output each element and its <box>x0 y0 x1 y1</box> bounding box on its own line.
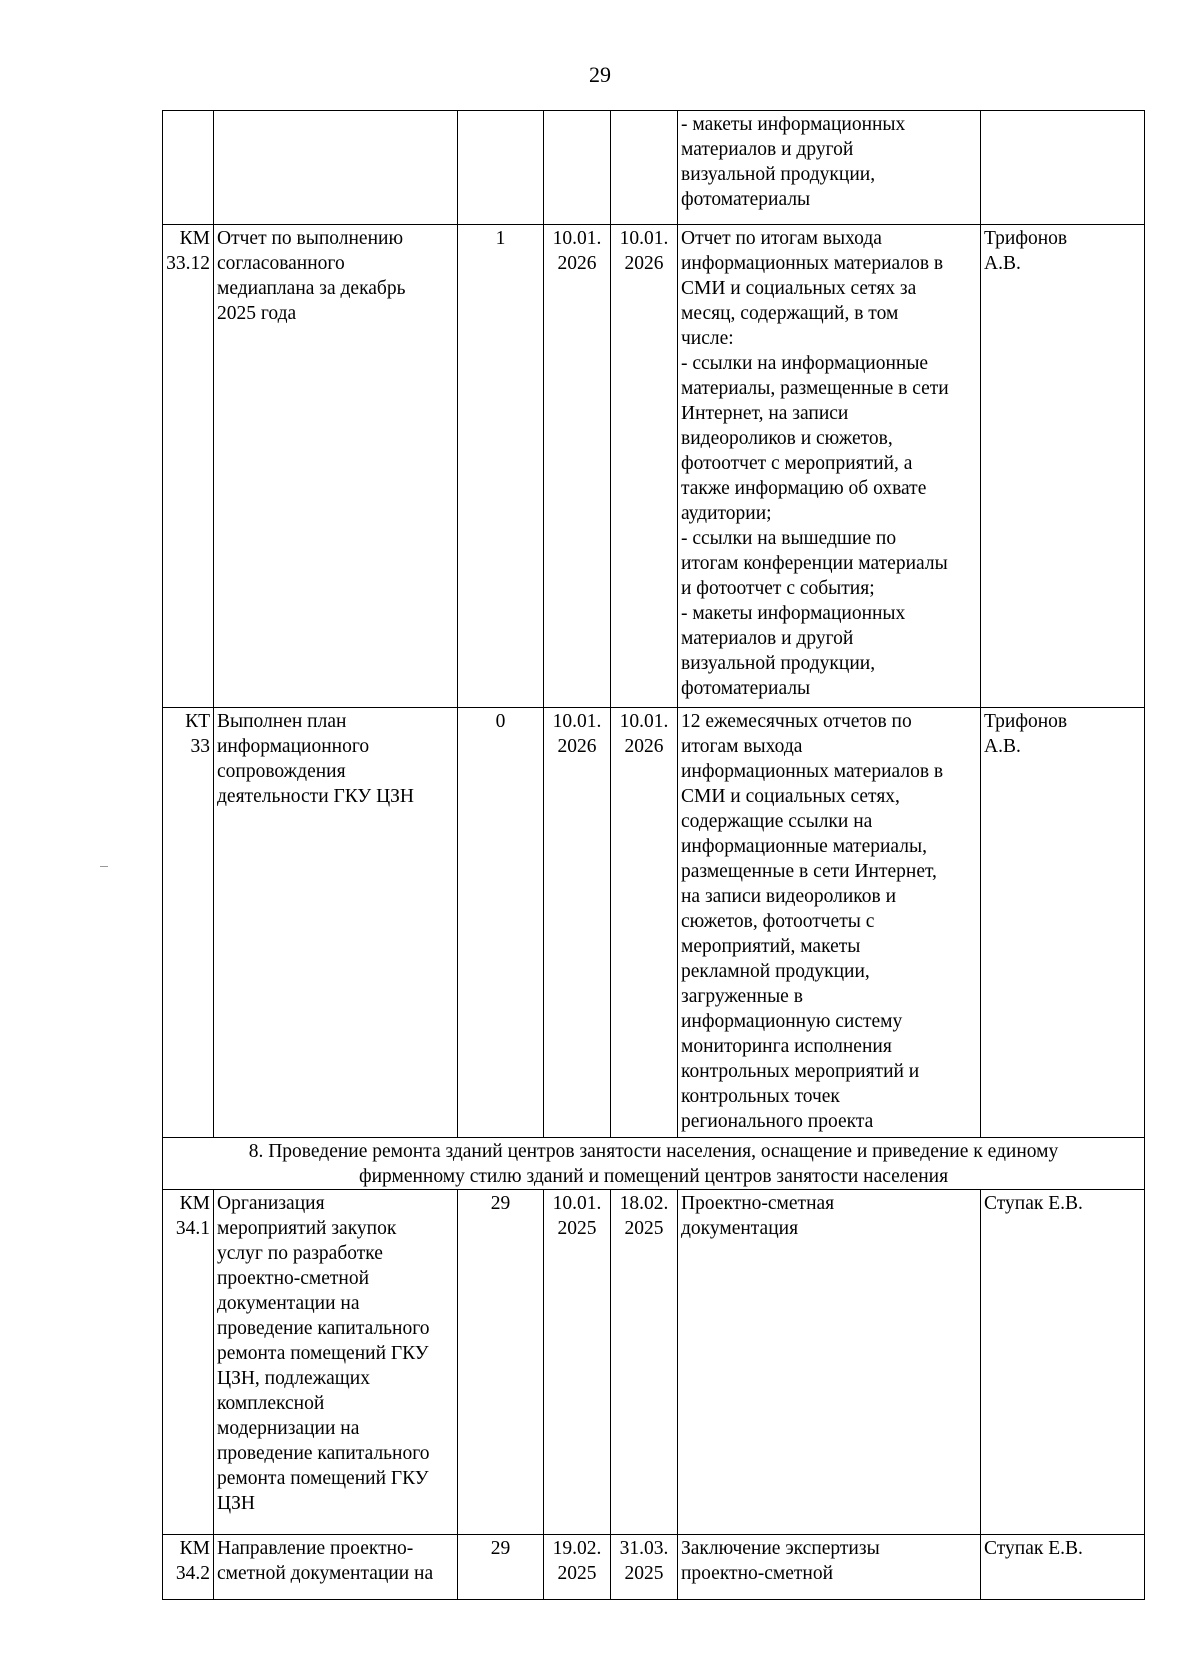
item-number: 29 <box>458 1535 544 1600</box>
item-code <box>163 111 214 225</box>
item-name-line: документации на <box>217 1293 360 1314</box>
responsible-person <box>981 1535 1145 1600</box>
item-name-line: Отчет по выполнению <box>217 228 404 249</box>
item-name-line: информационного <box>217 736 370 757</box>
item-result-line: - ссылки на информационные <box>681 353 929 374</box>
end-date-line: 2025 <box>624 1218 664 1239</box>
item-name <box>214 1190 458 1535</box>
item-result-line: размещенные в сети Интернет, <box>681 861 937 882</box>
end-date-line: 31.03. <box>619 1538 669 1559</box>
responsible-person-line: А.В. <box>984 736 1021 757</box>
end-date-line: 2026 <box>624 253 664 274</box>
item-name <box>214 708 458 1138</box>
item-result-line: мониторинга исполнения <box>681 1036 892 1057</box>
responsible-person <box>981 1190 1145 1535</box>
item-result-line: месяц, содержащий, в том <box>681 303 899 324</box>
end-date-line: 2026 <box>624 736 664 757</box>
item-result-line: информационных материалов в <box>681 761 944 782</box>
item-number <box>458 111 544 225</box>
item-result-line: проектно-сметной <box>681 1563 834 1584</box>
item-result-line: загруженные в <box>681 986 803 1007</box>
item-name-line: сопровождения <box>217 761 346 782</box>
item-result-line: фотоотчет с мероприятий, а <box>681 453 913 474</box>
end-date-line: 2025 <box>624 1563 664 1584</box>
item-name-line: ремонта помещений ГКУ <box>217 1468 429 1489</box>
responsible-person <box>981 111 1145 225</box>
item-result-line: Отчет по итогам выхода <box>681 228 882 249</box>
end-date <box>611 708 678 1138</box>
item-result <box>678 1190 981 1535</box>
item-code-line: 34.2 <box>175 1563 210 1584</box>
responsible-person-line: Ступак Е.В. <box>984 1193 1083 1214</box>
item-result-line: информационных материалов в <box>681 253 944 274</box>
item-result-line: СМИ и социальных сетях, <box>681 786 900 807</box>
item-result-line: - макеты информационных <box>681 603 906 624</box>
item-name-line: сметной документации на <box>217 1563 434 1584</box>
item-code <box>163 708 214 1138</box>
table-row <box>163 1190 1145 1535</box>
start-date-line: 19.02. <box>552 1538 602 1559</box>
item-name <box>214 225 458 708</box>
item-result-line: контрольных точек <box>681 1086 840 1107</box>
item-result-line: содержащие ссылки на <box>681 811 873 832</box>
item-name-line: проведение капитального <box>217 1318 430 1339</box>
item-result-line: на записи видеороликов и <box>681 886 897 907</box>
item-result-line: сюжетов, фотоотчеты с <box>681 911 875 932</box>
item-code-line: КМ <box>179 228 210 249</box>
item-result-line: числе: <box>681 328 734 349</box>
responsible-person-line: А.В. <box>984 253 1021 274</box>
item-number: 0 <box>458 708 544 1138</box>
item-name-line: медиаплана за декабрь <box>217 278 406 299</box>
item-result-line: визуальной продукции, <box>681 653 876 674</box>
item-code-line: КМ <box>179 1193 210 1214</box>
item-result-line: материалов и другой <box>681 628 854 649</box>
item-name-line: ЦЗН <box>217 1493 255 1514</box>
item-code-line: КМ <box>179 1538 210 1559</box>
end-date <box>611 111 678 225</box>
start-date-line: 2025 <box>557 1218 597 1239</box>
start-date <box>544 708 611 1138</box>
section-title <box>163 1138 1145 1190</box>
table-row <box>163 225 1145 708</box>
item-result-line: - макеты информационных <box>681 114 906 135</box>
start-date <box>544 225 611 708</box>
item-result-line: визуальной продукции, <box>681 164 876 185</box>
item-name-line: Организация <box>217 1193 325 1214</box>
start-date <box>544 111 611 225</box>
item-result-line: фотоматериалы <box>681 189 811 210</box>
item-name-line: Выполнен план <box>217 711 347 732</box>
item-code-line: КТ <box>185 711 210 732</box>
item-result-line: контрольных мероприятий и <box>681 1061 920 1082</box>
item-result <box>678 1535 981 1600</box>
item-code-line: 34.1 <box>175 1218 210 1239</box>
item-code-line: 33.12 <box>166 253 210 274</box>
item-result-line: итогам выхода <box>681 736 803 757</box>
table-row <box>163 1535 1145 1600</box>
item-name-line: 2025 года <box>217 303 297 324</box>
start-date <box>544 1535 611 1600</box>
end-date-line: 10.01. <box>619 228 669 249</box>
item-result <box>678 111 981 225</box>
start-date-line: 2026 <box>557 736 597 757</box>
item-result-line: также информацию об охвате <box>681 478 927 499</box>
item-result-line: рекламной продукции, <box>681 961 870 982</box>
stray-mark <box>100 866 108 867</box>
item-result-line: Проектно-сметная <box>681 1193 835 1214</box>
item-result-line: фотоматериалы <box>681 678 811 699</box>
item-result-line: мероприятий, макеты <box>681 936 861 957</box>
item-result-line: СМИ и социальных сетях за <box>681 278 917 299</box>
item-code <box>163 1190 214 1535</box>
item-name-line: проектно-сметной <box>217 1268 370 1289</box>
item-result <box>678 225 981 708</box>
section-title-line: фирменному стилю зданий и помещений центров занятости населения <box>358 1166 949 1187</box>
item-result-line: Заключение экспертизы <box>681 1538 880 1559</box>
end-date <box>611 1535 678 1600</box>
end-date-line: 18.02. <box>619 1193 669 1214</box>
start-date-line: 2025 <box>557 1563 597 1584</box>
start-date <box>544 1190 611 1535</box>
responsible-person-line: Ступак Е.В. <box>984 1538 1083 1559</box>
item-name <box>214 1535 458 1600</box>
table-row <box>163 111 1145 225</box>
item-name-line: деятельности ГКУ ЦЗН <box>217 786 415 807</box>
item-result-line: информационные материалы, <box>681 836 927 857</box>
end-date <box>611 1190 678 1535</box>
responsible-person <box>981 708 1145 1138</box>
table-row <box>163 708 1145 1138</box>
item-number: 1 <box>458 225 544 708</box>
responsible-person-line: Трифонов <box>984 228 1068 249</box>
item-name-line: ремонта помещений ГКУ <box>217 1343 429 1364</box>
start-date-line: 10.01. <box>552 228 602 249</box>
item-result-line: итогам конференции материалы <box>681 553 948 574</box>
item-result-line: материалы, размещенные в сети <box>681 378 949 399</box>
item-name-line: услуг по разработке <box>217 1243 383 1264</box>
item-name-line: мероприятий закупок <box>217 1218 397 1239</box>
item-result-line: 12 ежемесячных отчетов по <box>681 711 912 732</box>
item-code <box>163 1535 214 1600</box>
item-name-line: Направление проектно- <box>217 1538 414 1559</box>
page-number: 29 <box>589 62 611 87</box>
section-title-line: 8. Проведение ремонта зданий центров занятости населения, оснащение и приведение к единому <box>248 1141 1059 1162</box>
item-result-line: и фотоотчет с события; <box>681 578 875 599</box>
item-result-line: регионального проекта <box>681 1111 874 1132</box>
item-name-line: модернизации на <box>217 1418 360 1439</box>
item-name-line: проведение капитального <box>217 1443 430 1464</box>
section-row <box>163 1138 1145 1190</box>
start-date-line: 10.01. <box>552 711 602 732</box>
start-date-line: 2026 <box>557 253 597 274</box>
item-result-line: информационную систему <box>681 1011 903 1032</box>
item-result-line: Интернет, на записи <box>681 403 849 424</box>
responsible-person <box>981 225 1145 708</box>
item-result-line: - ссылки на вышедшие по <box>681 528 897 549</box>
item-code-line: 33 <box>190 736 210 757</box>
item-result-line: материалов и другой <box>681 139 854 160</box>
item-number: 29 <box>458 1190 544 1535</box>
item-name-line: согласованного <box>217 253 345 274</box>
item-name-line: комплексной <box>217 1393 325 1414</box>
end-date-line: 10.01. <box>619 711 669 732</box>
item-result-line: видеороликов и сюжетов, <box>681 428 893 449</box>
item-result-line: аудитории; <box>681 503 772 524</box>
item-name-line: ЦЗН, подлежащих <box>217 1368 370 1389</box>
item-result <box>678 708 981 1138</box>
end-date <box>611 225 678 708</box>
item-name <box>214 111 458 225</box>
start-date-line: 10.01. <box>552 1193 602 1214</box>
item-code <box>163 225 214 708</box>
item-result-line: документация <box>681 1218 799 1239</box>
responsible-person-line: Трифонов <box>984 711 1068 732</box>
plan-table <box>162 110 1145 1600</box>
